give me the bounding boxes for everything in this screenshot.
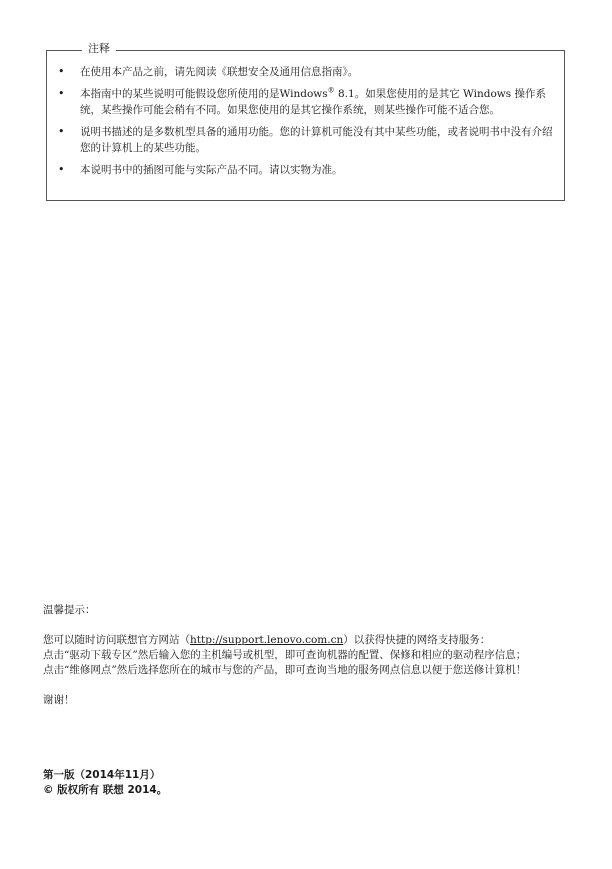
copyright-line: © 版权所有 联想 2014。 (43, 784, 168, 796)
bullet-icon: • (58, 125, 65, 138)
registered-mark: ® (327, 86, 335, 95)
note-item (58, 86, 553, 118)
note-item (58, 162, 553, 178)
note-item (58, 124, 553, 156)
tips-driver-line: 点击“驱动下载专区”然后输入您的主机编号或机型，即可查询机器的配置、保修和相应的驱动程序信息； (43, 649, 527, 661)
tips-thanks: 谢谢！ (43, 694, 75, 706)
tips-heading: 温馨提示： (43, 604, 96, 616)
note-item-text-cont: 8.1。如果您使用的是其它 Windows 操作系统，某些操作可能会稍有不同。如果您使用的是其它操作系统，则某些操作可能不适合您。 (80, 88, 547, 116)
edition-info (43, 768, 167, 798)
bullet-icon: • (58, 65, 65, 78)
note-item-text: 本指南中的某些说明可能假设您所使用的是Windows (80, 88, 328, 100)
tips-website-text-cont: ）以获得快捷的网络支持服务： (343, 634, 491, 646)
bullet-icon: • (58, 87, 65, 100)
bullet-icon: • (58, 163, 65, 176)
tips-website-text: 您可以随时访问联想官方网站（ (43, 634, 190, 646)
edition-line: 第一版（2014年11月） (43, 769, 161, 781)
note-item-text: 说明书描述的是多数机型具备的通用功能。您的计算机可能没有其中某些功能，或者说明书中没有介绍您的计算机上的某些功能。 (80, 126, 553, 154)
note-title: 注释 (82, 42, 116, 56)
tips-repair-line: 点击“维修网点”然后选择您所在的城市与您的产品，即可查询当地的服务网点信息以便于您送修计算机！ (43, 664, 527, 676)
note-item-text: 本说明书中的插图可能与实际产品不同。请以实物为准。 (80, 164, 343, 176)
tips-website-line (43, 633, 563, 648)
note-item-text: 在使用本产品之前，请先阅读《联想安全及通用信息指南》。 (80, 66, 359, 78)
support-link[interactable]: http://support.lenovo.com.cn (190, 634, 344, 646)
tips-section (43, 603, 563, 708)
note-item (58, 64, 553, 80)
note-list (58, 64, 553, 184)
